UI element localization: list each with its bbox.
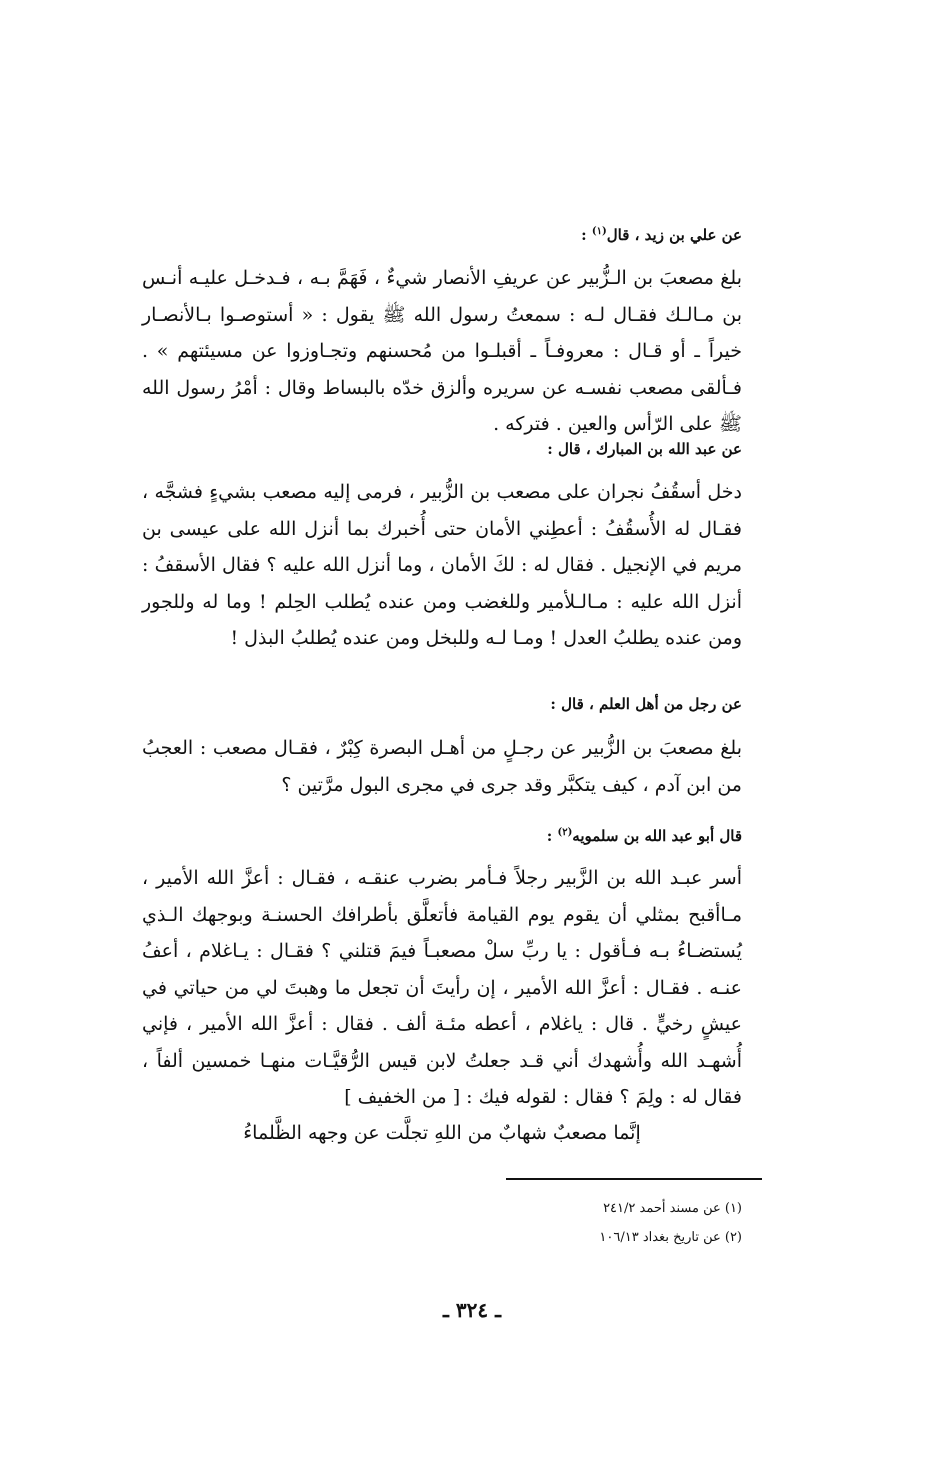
page-number: ـ ٣٢٤ ـ	[443, 1298, 501, 1322]
section-paragraph: بلغ مصعبَ بن الـزُّبير عن عريفِ الأنصار شيءٌ ، فَهَمَّ بـه ، فـدخـل عليـه أنـس بن مـالـك فقـال لـه : سمعتُ رسول الله ﷺ يقول : « أستوصـوا بـالأنصـار خيراً ـ أو قـال : معروفـاً ـ أقبلـوا من مُحسنهم وتجـاوزوا عن مسيئتهم » . فـألقى مصعب نفسـه عن سريره وألزق خدّه بالبساط وقال : أمْرُ رسول الله ﷺ على الرّأس والعين . فتركه .	[142, 267, 742, 435]
section-heading: عن رجل من أهل العلم ، قال :	[550, 695, 742, 713]
section-paragraph: أسر عبـد الله بن الزَّبير رجلاً فـأمر بضرب عنقـه ، فقـال : أعزَّ الله الأمير ، مـاأقبح بمثلي أن يقوم يوم القيامة فأتعلَّق بأطرافك الحسنـة وبوجهك الـذي يُستضـاءُ بـه فـأقول : يا ربِّ سلْ مصعبـاً فيمَ قتلني ؟ فقـال : يـاغلام ، أعفُ عنـه . فقـال : أعزَّ الله الأمير ، إن رأيتَ أن تجعل ما وهبتَ لي من حياتي في عيشٍ رخيٍّ . قال : ياغلام ، أعطه مئـة ألف . فقال : أعزَّ الله الأمير ، فإني أُشهـد الله وأُشهدك أني قـد جعلتُ لابن قيس الرُّقيَّـات منهـا خمسين ألفاً ، فقال له : ولِمَ ؟ فقال : لقوله فيك : [ من الخفيف ]	[142, 867, 742, 1108]
heading-tail: :	[546, 827, 558, 845]
poem-verse: إنَّما مصعبٌ شهابٌ من اللهِ تجلَّت عن وجهه الظَّلماءُ	[243, 1122, 641, 1144]
footnote-ref[interactable]: (٢)	[557, 827, 573, 838]
footnote: (١) عن مسند أحمد ٢٤١/٢	[603, 1201, 742, 1216]
footnote-divider	[506, 1178, 762, 1180]
section-paragraph: بلغ مصعبَ بن الزُّبير عن رجـلٍ من أهـل البصرة كِبْرٌ ، فقـال مصعب : العجبُ من ابن آدم ، كيف يتكبَّر وقد جرى في مجرى البول مرَّتين ؟	[142, 737, 742, 796]
footnote-ref[interactable]: (١)	[591, 226, 607, 237]
section-heading	[581, 226, 742, 244]
heading-text: قال أبو عبد الله بن سلمويه	[572, 827, 742, 845]
footnote: (٢) عن تاريخ بغداد ١٠٦/١٣	[599, 1230, 742, 1245]
heading-tail: :	[581, 226, 592, 244]
section-heading: عن عبد الله بن المبارك ، قال :	[547, 440, 742, 458]
section-paragraph: دخل أسقُفُ نجران على مصعب بن الزُّبير ، فرمى إليه مصعب بشيءٍ فشجَّه ، فقـال له الأُسقُفُ : أعطِني الأمان حتى أُخبرك بما أنزل الله على عيسى بن مريم في الإنجيل . فقال له : لكَ الأمان ، وما أنزل الله عليه ؟ فقال الأسقفُ : أنزل الله عليه : مـالـلأمير وللغضب ومن عنده يُطلب الحِلم ! وما له وللجور ومن عنده يطلبُ العدل ! ومـا لـه وللبخل ومن عنده يُطلبُ البذل !	[142, 481, 742, 649]
heading-text: عن علي بن زيد ، قال	[606, 226, 742, 244]
section-heading	[547, 827, 742, 845]
